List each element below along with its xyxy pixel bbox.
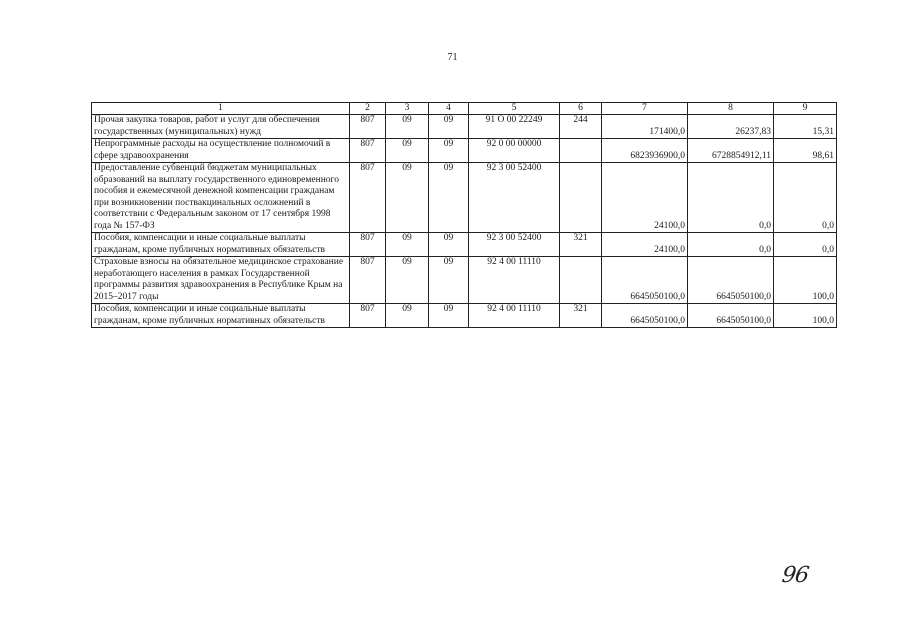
- column-header-8: 8: [688, 103, 774, 115]
- budget-table: [91, 102, 837, 328]
- subsection-cell: 09: [429, 304, 469, 328]
- subsection-cell: 09: [429, 139, 469, 163]
- admin-code-cell: 807: [350, 139, 386, 163]
- table-row: [92, 139, 837, 163]
- admin-code-cell: 807: [350, 115, 386, 139]
- admin-code-cell: 807: [350, 257, 386, 304]
- planned-amount-cell: 171400,0: [602, 115, 688, 139]
- percent-cell: 98,61: [774, 139, 837, 163]
- table-row: [92, 304, 837, 328]
- section-cell: 09: [386, 304, 429, 328]
- column-header-7: 7: [602, 103, 688, 115]
- admin-code-cell: 807: [350, 233, 386, 257]
- admin-code-cell: 807: [350, 304, 386, 328]
- planned-amount-cell: 24100,0: [602, 163, 688, 233]
- planned-amount-cell: 24100,0: [602, 233, 688, 257]
- row-name-cell: Пособия, компенсации и иные социальные выплаты гражданам, кроме публичных нормативных обязательств: [92, 304, 350, 328]
- table-row: [92, 257, 837, 304]
- planned-amount-cell: 6823936900,0: [602, 139, 688, 163]
- section-cell: 09: [386, 233, 429, 257]
- percent-cell: 100,0: [774, 257, 837, 304]
- actual-amount-cell: 6645050100,0: [688, 304, 774, 328]
- admin-code-cell: 807: [350, 163, 386, 233]
- section-cell: 09: [386, 139, 429, 163]
- actual-amount-cell: 26237,83: [688, 115, 774, 139]
- section-cell: 09: [386, 163, 429, 233]
- expense-type-cell: 321: [560, 304, 602, 328]
- expense-type-cell: [560, 139, 602, 163]
- percent-cell: 0,0: [774, 163, 837, 233]
- table-row: [92, 115, 837, 139]
- expense-type-cell: 244: [560, 115, 602, 139]
- expense-type-cell: 321: [560, 233, 602, 257]
- subsection-cell: 09: [429, 115, 469, 139]
- subsection-cell: 09: [429, 233, 469, 257]
- target-article-cell: 92 3 00 52400: [469, 233, 560, 257]
- percent-cell: 0,0: [774, 233, 837, 257]
- column-header-3: 3: [386, 103, 429, 115]
- row-name-cell: Страховые взносы на обязательное медицинское страхование неработающего населения в рамках Государственной программы развития здравоохранения в Республике Крым на 2015–2017 годы: [92, 257, 350, 304]
- expense-type-cell: [560, 163, 602, 233]
- actual-amount-cell: 0,0: [688, 163, 774, 233]
- column-header-5: 5: [469, 103, 560, 115]
- section-cell: 09: [386, 115, 429, 139]
- planned-amount-cell: 6645050100,0: [602, 304, 688, 328]
- actual-amount-cell: 6728854912,11: [688, 139, 774, 163]
- row-name-cell: Прочая закупка товаров, работ и услуг для обеспечения государственных (муниципальных) нужд: [92, 115, 350, 139]
- actual-amount-cell: 0,0: [688, 233, 774, 257]
- target-article-cell: 92 4 00 11110: [469, 257, 560, 304]
- planned-amount-cell: 6645050100,0: [602, 257, 688, 304]
- page-number: 71: [447, 52, 458, 63]
- column-header-2: 2: [350, 103, 386, 115]
- actual-amount-cell: 6645050100,0: [688, 257, 774, 304]
- section-cell: 09: [386, 257, 429, 304]
- column-header-1: 1: [92, 103, 350, 115]
- subsection-cell: 09: [429, 163, 469, 233]
- table-row: [92, 233, 837, 257]
- row-name-cell: Пособия, компенсации и иные социальные выплаты гражданам, кроме публичных нормативных обязательств: [92, 233, 350, 257]
- target-article-cell: 92 0 00 00000: [469, 139, 560, 163]
- column-header-9: 9: [774, 103, 837, 115]
- target-article-cell: 92 3 00 52400: [469, 163, 560, 233]
- table-row: [92, 163, 837, 233]
- row-name-cell: Предоставление субвенций бюджетам муниципальных образований на выплату государственного единовременного пособия и ежемесячной денежной компенсации гражданам при возникновении поствакцинальных осложнений в соответствии с Федеральным законом от 17 сентября 1998 года № 157-ФЗ: [92, 163, 350, 233]
- target-article-cell: 91 О 00 22249: [469, 115, 560, 139]
- handwritten-page-mark: 96: [780, 563, 810, 588]
- table-header-row: [92, 103, 837, 115]
- row-name-cell: Непрограммные расходы на осуществление полномочий в сфере здравоохранения: [92, 139, 350, 163]
- expense-type-cell: [560, 257, 602, 304]
- subsection-cell: 09: [429, 257, 469, 304]
- percent-cell: 100,0: [774, 304, 837, 328]
- percent-cell: 15,31: [774, 115, 837, 139]
- column-header-4: 4: [429, 103, 469, 115]
- column-header-6: 6: [560, 103, 602, 115]
- target-article-cell: 92 4 00 11110: [469, 304, 560, 328]
